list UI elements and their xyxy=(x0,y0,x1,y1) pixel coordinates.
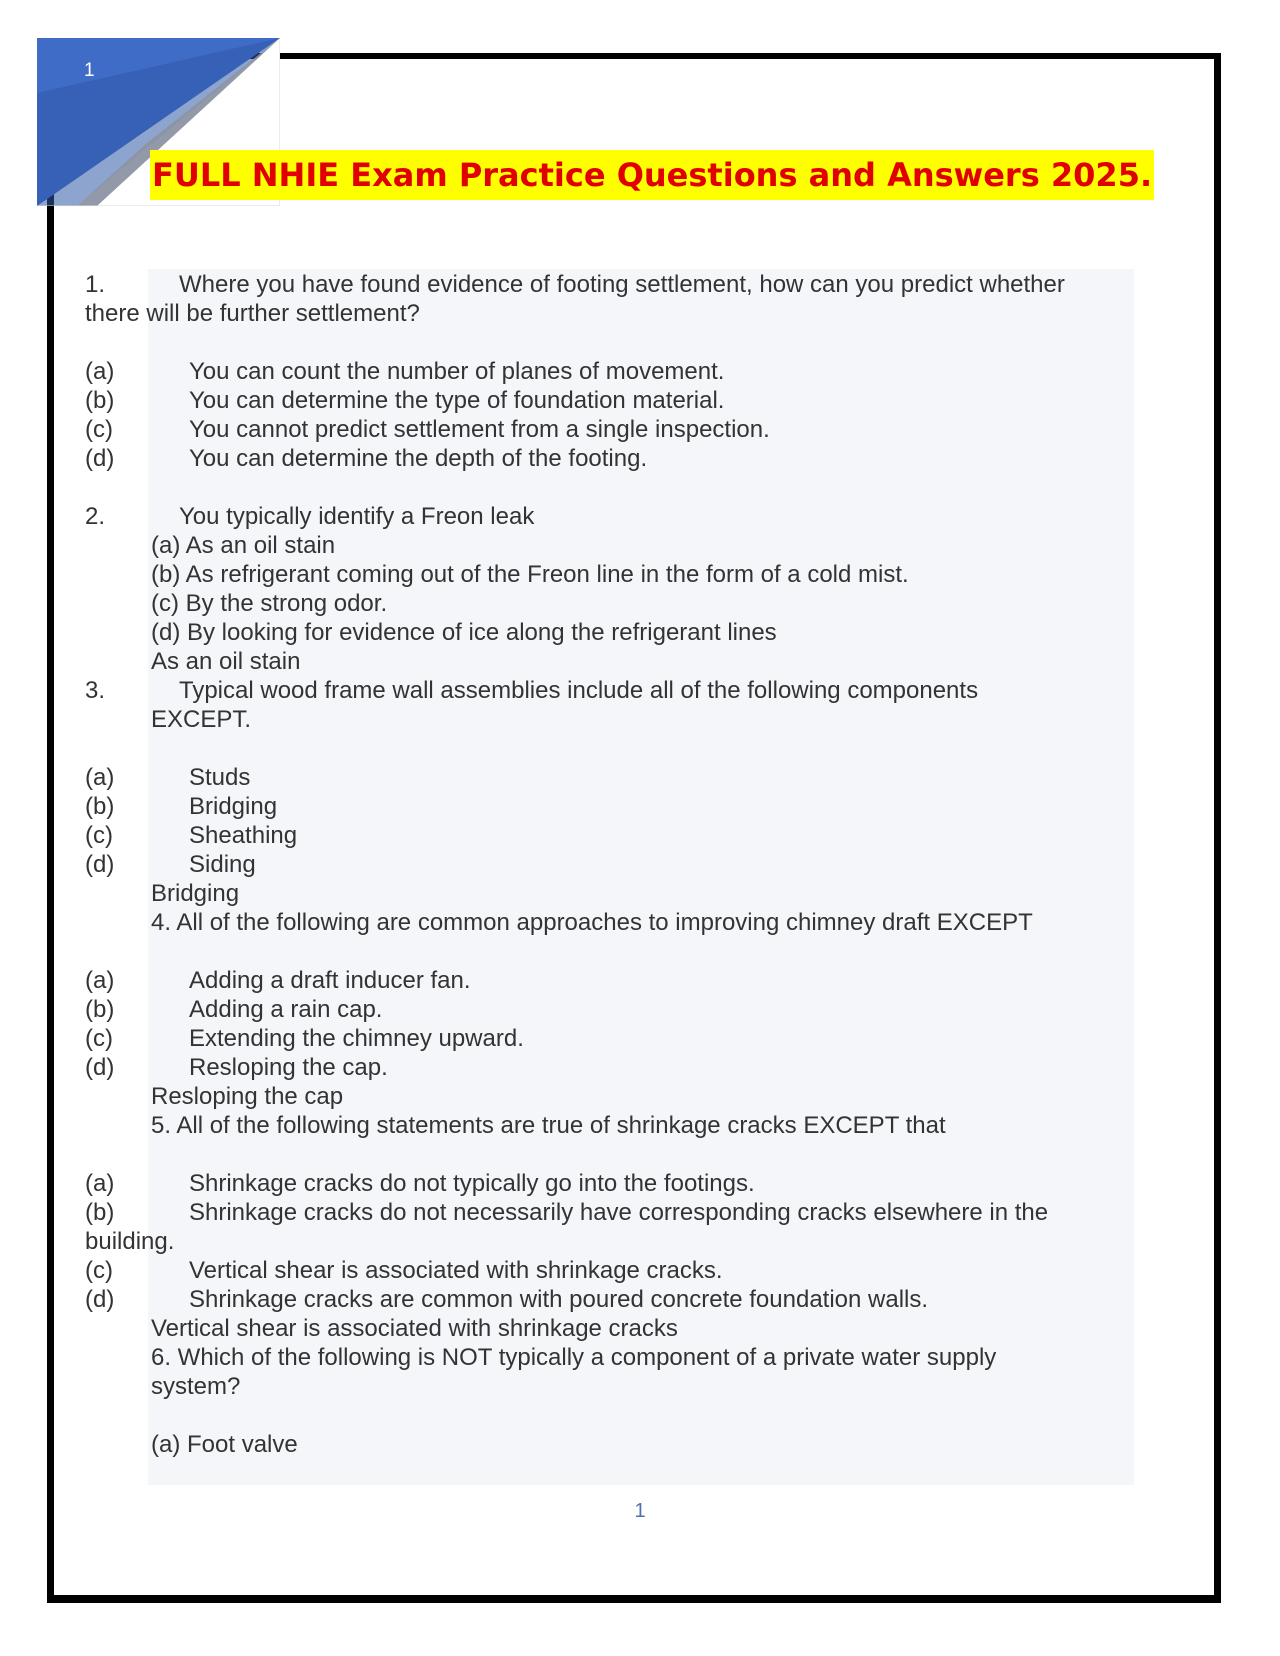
question-2 xyxy=(85,502,1145,531)
question-6 xyxy=(85,1343,1145,1372)
page-number: 1 xyxy=(634,1500,646,1522)
question-text: 4. All of the following are common approaches to improving chimney draft EXCEPT xyxy=(151,909,1033,936)
option: (c) Sheathing xyxy=(85,822,298,849)
answer: As an oil stain xyxy=(151,648,301,675)
option: (c) Vertical shear is associated with shrinkage cracks. xyxy=(85,1257,723,1284)
option: (b) You can determine the type of foundation material. xyxy=(85,387,725,414)
option: (d) You can determine the depth of the footing. xyxy=(85,445,648,472)
answer: Vertical shear is associated with shrinkage cracks xyxy=(151,1315,678,1342)
question-text: Where you have found evidence of footing settlement, how can you predict whether xyxy=(179,271,1065,298)
option: (a) As an oil stain xyxy=(151,532,336,559)
option: (a) Foot valve xyxy=(151,1431,298,1458)
option: (d) By looking for evidence of ice along the refrigerant lines xyxy=(151,619,777,646)
document-title: FULL NHIE Exam Practice Questions and Answers 2025. xyxy=(150,150,1154,200)
question-text: 6. Which of the following is NOT typically a component of a private water supply xyxy=(151,1344,997,1371)
option: (b) Bridging xyxy=(85,793,278,820)
option: (a) You can count the number of planes of movement. xyxy=(85,358,725,385)
option-text-continued: building. xyxy=(85,1228,175,1255)
option: (c) You cannot predict settlement from a single inspection. xyxy=(85,416,770,443)
question-text-continued: there will be further settlement? xyxy=(85,300,420,327)
question-5 xyxy=(85,1111,1145,1140)
option: (a) Studs xyxy=(85,764,251,791)
option: (b) As refrigerant coming out of the Freon line in the form of a cold mist. xyxy=(151,561,909,588)
option: (a) Adding a draft inducer fan. xyxy=(85,967,471,994)
question-3 xyxy=(85,676,1145,705)
question-number: 3. xyxy=(85,677,106,704)
option: (b) Shrinkage cracks do not necessarily have corresponding cracks elsewhere in the xyxy=(85,1199,1049,1226)
option: (d) Shrinkage cracks are common with poured concrete foundation walls. xyxy=(85,1286,929,1313)
answer: Resloping the cap xyxy=(151,1083,344,1110)
corner-page-number: 1 xyxy=(84,60,95,81)
option: (c) Extending the chimney upward. xyxy=(85,1025,524,1052)
option: (a) Shrinkage cracks do not typically go into the footings. xyxy=(85,1170,755,1197)
question-text: 5. All of the following statements are true of shrinkage cracks EXCEPT that xyxy=(151,1112,946,1139)
question-4 xyxy=(85,908,1145,937)
question-number: 2. xyxy=(85,503,106,530)
question-text-continued: system? xyxy=(151,1373,241,1400)
question-text: You typically identify a Freon leak xyxy=(179,503,535,530)
option: (c) By the strong odor. xyxy=(151,590,388,617)
question-text: Typical wood frame wall assemblies include all of the following components xyxy=(179,677,979,704)
question-list xyxy=(85,270,1145,1459)
question-1 xyxy=(85,270,1145,299)
option: (d) Resloping the cap. xyxy=(85,1054,388,1081)
option: (d) Siding xyxy=(85,851,256,878)
question-number: 1. xyxy=(85,271,106,298)
question-text-continued: EXCEPT. xyxy=(151,706,252,733)
option: (b) Adding a rain cap. xyxy=(85,996,383,1023)
answer: Bridging xyxy=(151,880,240,907)
